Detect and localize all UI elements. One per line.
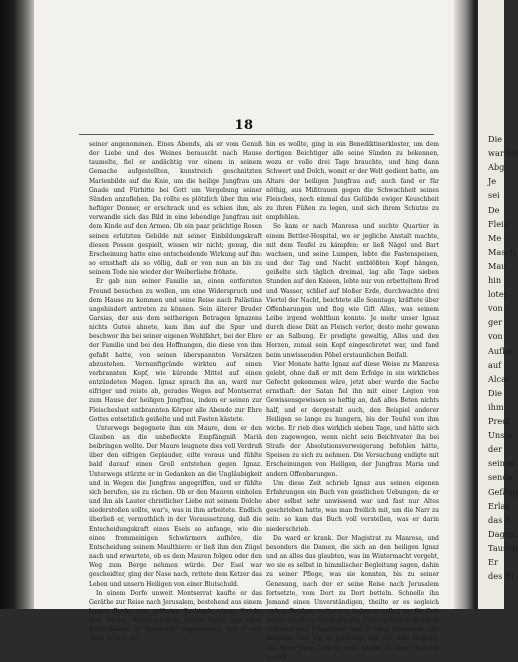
facing-page-edge [478, 0, 518, 609]
facing-page-text-fragment: Predi [488, 416, 511, 426]
facing-page-text-fragment: Gefäng [488, 486, 518, 497]
facing-page-text-fragment: Er [488, 557, 498, 567]
facing-page-text-fragment: Die [488, 387, 503, 398]
facing-page-text-fragment: Alcal [488, 373, 509, 384]
paragraph: hin es wollte, ging in ein Benediktinerkloster, um dem dortigen Beichtiger alle seine Sünden zu bekennen, wozu er volle drei Tage brauchte, und hing dann Schwert und Dolch, womit er der Welt gedient hatte, am Altare der heiligen Jungfrau auf; auch fand er für nöthig, aus Mißtrauen gegen die Schwachheit seines Fleisches, noch einmal das Gelübde ewiger Keuschheit zu ihren Füßen zu legen, und sich ihrem Schutze zu empfehlen. [266, 141, 439, 222]
text-column-left [89, 140, 262, 644]
paragraph: Er gab nun seiner Familie an, einen entfernten Freund besuchen zu wollen, um eine Widerspruch und dem Hause zu kommen und seine Reise nach Palästina ungehindert antreten zu können. Sein älterer Bruder Garsias, der aus dem seitherigen Betragen Ignazens nichts Gutes ahnete, kam ihm auf die Spur und beschwor ihn bei seiner eigenen Wohlfahrt, bei der Ehre der Familie und bei den Hoffnungen, die diese von ihm gefaßt hatte, von seinen überspannten Vorsätzen abzustehen. Vernunftgründe wirkten auf einen verbrannten Kopf, wie kürende Mittel auf einen entzündeten Magen. Ignaz sprach ihn an, ward nur eifriger und reiste ab, gerades Weges auf Montserrat zum Hause der heiligen Jungfrau, indem er seinen zur Fleischeslust entbrannten Körper alle Abende zur Ehre Gottes entsetzlich geißelte und mit Fasten kästete. [89, 278, 262, 423]
facing-page-text-fragment: das R [488, 514, 512, 525]
facing-page-text-fragment: Me [488, 232, 502, 243]
paragraph: In einem Dorfe unweit Montserrat kaufte er das Geräthe zur Reise nach Jerusalem, bestehend aus einem langen Rocke vom gröbsten Sacktuch, einem Stricke zum Gürtel, Binsenschuhen, einem Stabe und einer Kürbisflasche. In Montserrat angekommen, ließ er sein Thier laufen, wo- [89, 589, 262, 643]
facing-page-text-fragment: von [488, 331, 503, 342]
facing-page-text-fragment: von [488, 303, 503, 314]
text-column-right [266, 140, 439, 662]
facing-page-text-fragment: sende [488, 472, 513, 483]
facing-page-text-fragment: Aufbe [488, 345, 513, 356]
book-page [34, 0, 454, 661]
facing-page-text-fragment: auf [488, 359, 502, 370]
facing-page-text-fragment: Masch [488, 246, 516, 257]
facing-page-text-fragment: sei [488, 190, 500, 201]
facing-page-text-fragment: war sei [488, 148, 518, 159]
paragraph: Um diese Zeit schrieb Ignaz aus seinen eigenen Erfahrungen ein Buch von geistlichen Uebungen; da er aber selbst sehr unwissend war und fast nur Altes geschrieben hatte, was man freilich mit, um die Narr zu sein: so kam das Buch voll verstellen, was er darin niederschrieb. [266, 479, 439, 533]
paragraph: Unterwegs begegnete ihm ein Maure, dem er den Glauben an die unbefleckte Empfängniß Mariä beibringen wollte. Der Maure leugnete dies voll Verdruß über den eifrigen Geplauder, eilte voraus und fühlte bald darauf einen Groll entstehen gegen Ignaz. Unterwegs stürzte er in Gedanken an die Ungläubigkeit und in Wegen die Jungfrau angegriffen, und er fühlte sich berufen, sie zu rächen. Ob er den Mauren einholen und ihn als Lauter christlicher Liebe mit seinem Dolche niederstoßen sollte, war's, was in ihm arbeitete. Endlich überließ er, vermuthlich in der Voraussetzung, daß die Entscheidungskraft eines Esels so anfange, wie die eines frommeinigen Schwärmers aufhöre, die Entscheidung seinem Maulthiere: er ließ ihm den Zügel nach und erwartete, ob es dem Mauren folgen oder den Weg zum Berge nehmen würde. Der Esel war gescheidter, ging der Nase nach, rettete dem Ketzer das Leben und unsern Heiligen von einer Blutschuld. [89, 424, 262, 588]
facing-page-text-fragment: Je [488, 176, 497, 187]
paragraph: seiner angenommen. Eines Abends, als er vom Genuß der Liebe und des Weines berauscht nach Hause taumelte, fiel er andächtig vor einem in seinem Gemache aufgestellten, kunstreich geschnitzten Marienbilde auf die Knie, um die heilige Jungfrau um Gnade und Fürbitte bei Gott um Vergebung seiner Sünden anzuflehen. Da rollte es plötzlich über ihm wie heftiger Donner, er erschrack und es schien ihm, als verwandle sich das Bild in eine lebendige Jungfrau mit dem Kinde auf den Armen. Ob ein paar prächtige Rosen seinen erhitzten Gebilde mit seiner Einbildungskraft diesen Possen gespielt, wissen wir nicht; genug, die Erscheinung hatte eine entscheidende Wirkung auf ihn: so ernsthaft als so völlig, daß er von nun an bis zu seinem Tode nie wieder der Weiberliebe fröhnte. [89, 141, 262, 277]
paragraph: Vier Monate hatte Ignaz auf diese Weise zu Manresa gelebt, ohne daß er mit dem Erfolge in ein wirkliches Gefecht gekommen wäre, jetzt aber wurde die Sache ernsthaft: der Satan fiel ihn mit einer Legion von Gewissensgewissen so heftig an, daß alles Beten nichts half, und er dergestalt auch, den Beispiel anderer Heiligen so lange zu hungern, bis der Teufel von ihm wiche. Er rieb dies wirklich sieben Tage, und hätte sich den zugewogen, wenn nicht sein Beichtvater ihn bei Strafe der Absolutionsverweigerung befohlen hätte, Speisen zu sich zu nehmen. Die Versuchung endigte mit Erscheinungen von Heiligen, der Jungfrau Maria und andern Offenbarungen. [266, 360, 439, 478]
facing-page-text-fragment: Unsta [488, 430, 513, 441]
facing-page-text-fragment: Abg [488, 162, 505, 173]
facing-page-text-fragment: Tausen [488, 542, 518, 553]
facing-page-text-fragment: Die [488, 134, 503, 144]
page-number: 18 [234, 118, 254, 133]
facing-page-text-fragment: Fleis [488, 218, 508, 229]
book-left-edge-shadow [0, 0, 34, 609]
facing-page-text-fragment: Dagen [488, 528, 515, 539]
header-rule [79, 134, 434, 135]
facing-page-text-fragment: hin [488, 275, 502, 285]
facing-page-text-fragment: der [488, 444, 503, 455]
facing-page-text-fragment: Mau [488, 260, 507, 271]
facing-page-text-fragment: De [488, 204, 500, 215]
facing-page-text-fragment: ihm [488, 401, 504, 412]
paragraph: Da ward er krank. Der Magistrat zu Manresa, und besonders die Damen, die sich an den heiligen Ignaz und an alles das glaubten, was im Wintermacht vorgebt, wo sie es selbst in himmlischer Begleitung sagen, dahin zu seiner Pflege, was sie konnten, bis zu seiner Genesung, nach der er seine Reise nach Jerusalem fortsetzte, vom Dort zu Dort betteln. Schnelle ihn Jemand einen Unverständigen, theilte er es sogleich andern Bettlern weiter aus, indem er selbst nur für Gott weiter Chrift zu haben pflegte. Unter unbeschreiblichen Gefahren und Drangsalen kam er nach Jerusalem, und besuchte dort wie in Jerusalen und von dem Delberg. Auf diese Weise kam er auch wieder in seine Heimath zurück. [266, 534, 439, 661]
facing-page-text-fragment: seinen [488, 458, 516, 469]
facing-page-text-fragment: ger [488, 317, 503, 328]
facing-page-text-fragment: loter [488, 289, 508, 300]
paragraph: So kam er nach Manresa und suchte Quartier in einem Bettler-Hospital, wo er jegliche Anstalt machte, mit dem Teufel zu kämpfen: er ließ Nägel und Bart wachsen, und seine Lumpen, lebte die Fastenspeisen, und der Tag und Nacht entblößten Kopf hängen, geißelte sich täglich dreimal, lag alle Tage sieben Stunden auf den Knieen, lebte nur von erbetteltem Brod und Wasser, schlief auf bloßer Erde, durchwachte drei Viertel der Nacht, beichtete alle Sonntage, kräftete über Offenbarungen und flog wie Gift Alles, was seinem Leibe irgend wohlthun konnte. Je mehr unser Ignaz durch diese Diät an Fleisch verlor, desto mehr gewann er an Salbung. Er predigte gewaltig, Alles und den Herzen, zumal sein Kopf eingeschrotet war, und fand beim unwissenden Pöbel erstaunlichen Beifall. [266, 223, 439, 359]
facing-page-text-fragment: Erlau [488, 500, 511, 511]
facing-page-text-fragment: des Ri [488, 571, 514, 582]
